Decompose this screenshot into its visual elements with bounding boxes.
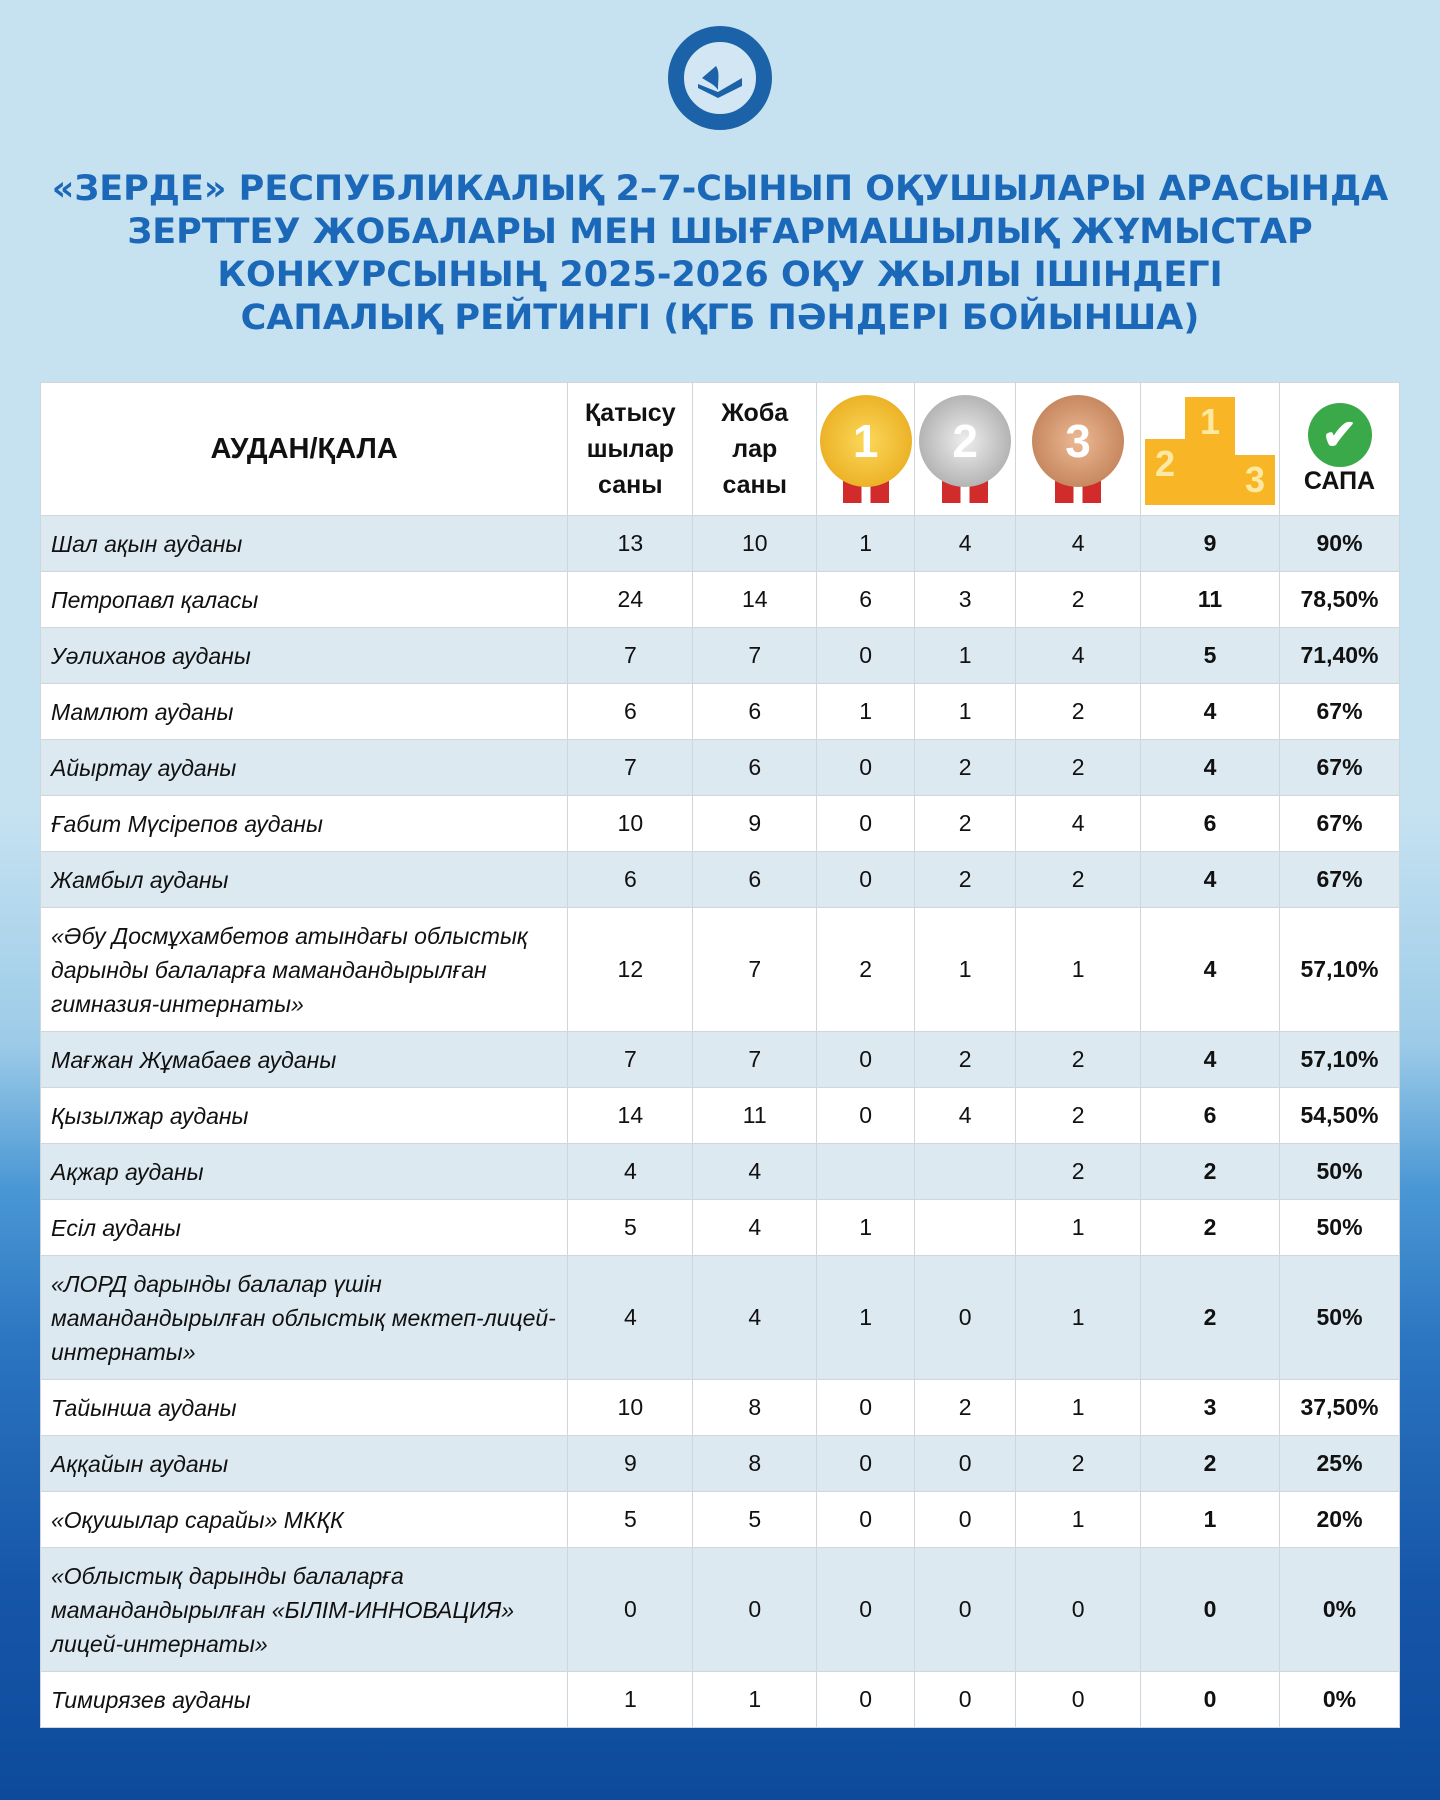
quality-cell: 50% [1280, 1256, 1400, 1380]
total-medals-cell: 4 [1141, 908, 1280, 1032]
quality-cell: 67% [1280, 684, 1400, 740]
header-line: шылар [586, 435, 674, 463]
table-row [41, 796, 1400, 852]
silver-cell: 0 [915, 1436, 1016, 1492]
total-medals-cell: 2 [1141, 1144, 1280, 1200]
quality-header [1280, 383, 1400, 516]
bronze-cell: 2 [1016, 1144, 1141, 1200]
district-cell: «Оқушылар сарайы» МКҚК [41, 1492, 568, 1548]
quality-cell: 25% [1280, 1436, 1400, 1492]
gold-cell: 0 [817, 1548, 915, 1672]
total-medals-cell: 3 [1141, 1380, 1280, 1436]
total-medals-cell: 0 [1141, 1672, 1280, 1728]
total-medals-cell: 2 [1141, 1436, 1280, 1492]
district-cell: Тимирязев ауданы [41, 1672, 568, 1728]
total-medals-cell: 4 [1141, 740, 1280, 796]
total-medals-cell: 2 [1141, 1256, 1280, 1380]
district-cell: Петропавл қаласы [41, 572, 568, 628]
bronze-cell: 1 [1016, 1380, 1141, 1436]
quality-cell: 90% [1280, 516, 1400, 572]
table-row [41, 1088, 1400, 1144]
projects-cell: 8 [693, 1380, 817, 1436]
gold-cell: 0 [817, 852, 915, 908]
total-medals-cell: 0 [1141, 1548, 1280, 1672]
participants-cell: 7 [568, 1032, 693, 1088]
page-title [0, 168, 1440, 340]
title-line: КОНКУРСЫНЫҢ 2025-2026 ОҚУ ЖЫЛЫ ІШІНДЕГІ [217, 255, 1223, 295]
table-row [41, 1256, 1400, 1380]
district-cell: Уәлиханов ауданы [41, 628, 568, 684]
table-row [41, 516, 1400, 572]
title-line: «ЗЕРДЕ» РЕСПУБЛИКАЛЫҚ 2–7-СЫНЫП ОҚУШЫЛАРЫ АРАСЫНДА [51, 169, 1389, 209]
projects-cell: 4 [693, 1256, 817, 1380]
logo [668, 26, 772, 130]
gold-cell: 0 [817, 1492, 915, 1548]
podium-step: 3 [1235, 455, 1275, 505]
projects-cell: 10 [693, 516, 817, 572]
bronze-cell: 1 [1016, 1256, 1141, 1380]
gold-cell: 1 [817, 1200, 915, 1256]
projects-cell: 0 [693, 1548, 817, 1672]
bronze-cell: 2 [1016, 1436, 1141, 1492]
participants-cell: 5 [568, 1492, 693, 1548]
silver-cell: 0 [915, 1492, 1016, 1548]
table-row [41, 684, 1400, 740]
participants-cell: 6 [568, 684, 693, 740]
bronze-cell: 1 [1016, 1200, 1141, 1256]
gold-medal-icon: 1 [820, 395, 912, 487]
quality-cell: 50% [1280, 1144, 1400, 1200]
quality-cell: 54,50% [1280, 1088, 1400, 1144]
silver-cell [915, 1144, 1016, 1200]
total-medals-cell: 9 [1141, 516, 1280, 572]
gold-cell: 1 [817, 684, 915, 740]
quality-cell: 71,40% [1280, 628, 1400, 684]
projects-cell: 7 [693, 908, 817, 1032]
projects-cell: 14 [693, 572, 817, 628]
total-medals-cell: 5 [1141, 628, 1280, 684]
district-cell: Есіл ауданы [41, 1200, 568, 1256]
quality-label: САПА [1303, 466, 1376, 495]
quality-cell: 0% [1280, 1548, 1400, 1672]
projects-cell: 1 [693, 1672, 817, 1728]
silver-cell: 4 [915, 1088, 1016, 1144]
table-row [41, 1492, 1400, 1548]
podium-step: 1 [1185, 397, 1235, 505]
gold-cell: 0 [817, 1436, 915, 1492]
check-icon: ✔ [1308, 403, 1372, 467]
table-row [41, 1144, 1400, 1200]
participants-cell: 9 [568, 1436, 693, 1492]
projects-header [693, 383, 817, 516]
participants-cell: 6 [568, 852, 693, 908]
silver-cell: 2 [915, 1380, 1016, 1436]
projects-cell: 5 [693, 1492, 817, 1548]
participants-cell: 4 [568, 1256, 693, 1380]
gold-cell: 0 [817, 1088, 915, 1144]
book-icon [668, 26, 772, 130]
gold-cell: 0 [817, 796, 915, 852]
silver-cell: 2 [915, 852, 1016, 908]
participants-cell: 12 [568, 908, 693, 1032]
district-cell: Мамлют ауданы [41, 684, 568, 740]
gold-cell: 2 [817, 908, 915, 1032]
silver-cell: 1 [915, 628, 1016, 684]
district-cell: Жамбыл ауданы [41, 852, 568, 908]
gold-cell: 1 [817, 1256, 915, 1380]
quality-cell: 37,50% [1280, 1380, 1400, 1436]
silver-medal-icon: 2 [919, 395, 1011, 487]
silver-cell: 0 [915, 1256, 1016, 1380]
participants-cell: 14 [568, 1088, 693, 1144]
title-line: САПАЛЫҚ РЕЙТИНГІ (ҚГБ ПӘНДЕРІ БОЙЫНША) [240, 298, 1200, 338]
table-row [41, 1672, 1400, 1728]
table-row [41, 1032, 1400, 1088]
bronze-cell: 2 [1016, 1088, 1141, 1144]
district-cell: Мағжан Жұмабаев ауданы [41, 1032, 568, 1088]
silver-cell: 1 [915, 908, 1016, 1032]
quality-cell: 57,10% [1280, 908, 1400, 1032]
participants-cell: 10 [568, 1380, 693, 1436]
silver-cell: 2 [915, 740, 1016, 796]
projects-cell: 4 [693, 1144, 817, 1200]
participants-cell: 7 [568, 740, 693, 796]
gold-cell [817, 1144, 915, 1200]
header-line: саны [722, 471, 788, 499]
district-cell: Аққайын ауданы [41, 1436, 568, 1492]
silver-cell: 0 [915, 1548, 1016, 1672]
silver-cell: 0 [915, 1672, 1016, 1728]
gold-cell: 0 [817, 1380, 915, 1436]
district-cell: Шал ақын ауданы [41, 516, 568, 572]
bronze-cell: 0 [1016, 1672, 1141, 1728]
bronze-cell: 4 [1016, 516, 1141, 572]
participants-cell: 10 [568, 796, 693, 852]
bronze-cell: 4 [1016, 796, 1141, 852]
participants-cell: 7 [568, 628, 693, 684]
quality-cell: 0% [1280, 1672, 1400, 1728]
title-line: ЗЕРТТЕУ ЖОБАЛАРЫ МЕН ШЫҒАРМАШЫЛЫҚ ЖҰМЫСТАР [127, 212, 1313, 252]
district-cell: Қызылжар ауданы [41, 1088, 568, 1144]
participants-cell: 4 [568, 1144, 693, 1200]
table-row [41, 628, 1400, 684]
table-row [41, 740, 1400, 796]
bronze-header [1016, 383, 1141, 516]
table-row [41, 572, 1400, 628]
projects-cell: 6 [693, 740, 817, 796]
projects-cell: 7 [693, 1032, 817, 1088]
district-cell: Тайынша ауданы [41, 1380, 568, 1436]
total-medals-cell: 4 [1141, 684, 1280, 740]
bronze-medal-icon: 3 [1032, 395, 1124, 487]
district-cell: «Облыстық дарынды балаларға мамандандырылған «БІЛІМ-ИННОВАЦИЯ» лицей-интернаты» [41, 1548, 568, 1672]
projects-cell: 4 [693, 1200, 817, 1256]
bronze-cell: 4 [1016, 628, 1141, 684]
header-line: саны [598, 471, 663, 499]
participants-cell: 13 [568, 516, 693, 572]
header-line: лар [732, 435, 778, 463]
header-line: Қатысу [585, 399, 676, 427]
participants-cell: 0 [568, 1548, 693, 1672]
silver-cell [915, 1200, 1016, 1256]
quality-cell: 78,50% [1280, 572, 1400, 628]
gold-cell: 0 [817, 1032, 915, 1088]
total-medals-cell: 4 [1141, 1032, 1280, 1088]
total-medals-cell: 6 [1141, 796, 1280, 852]
table-row [41, 908, 1400, 1032]
podium-icon [1141, 393, 1279, 505]
header-line: Жоба [721, 399, 789, 427]
quality-cell: 57,10% [1280, 1032, 1400, 1088]
quality-cell: 20% [1280, 1492, 1400, 1548]
projects-cell: 6 [693, 852, 817, 908]
total-medals-cell: 2 [1141, 1200, 1280, 1256]
projects-cell: 6 [693, 684, 817, 740]
bronze-cell: 2 [1016, 684, 1141, 740]
quality-cell: 67% [1280, 796, 1400, 852]
bronze-cell: 0 [1016, 1548, 1141, 1672]
bronze-cell: 2 [1016, 1032, 1141, 1088]
silver-cell: 4 [915, 516, 1016, 572]
podium-header [1141, 383, 1280, 516]
gold-cell: 1 [817, 516, 915, 572]
projects-cell: 8 [693, 1436, 817, 1492]
participants-cell: 24 [568, 572, 693, 628]
bronze-cell: 1 [1016, 908, 1141, 1032]
total-medals-cell: 1 [1141, 1492, 1280, 1548]
participants-cell: 5 [568, 1200, 693, 1256]
district-cell: Ғабит Мүсірепов ауданы [41, 796, 568, 852]
rating-table [40, 382, 1400, 1728]
participants-header [568, 383, 693, 516]
district-header: АУДАН/ҚАЛА [41, 383, 568, 516]
silver-cell: 1 [915, 684, 1016, 740]
table-row [41, 1200, 1400, 1256]
gold-cell: 0 [817, 1672, 915, 1728]
participants-cell: 1 [568, 1672, 693, 1728]
silver-cell: 2 [915, 796, 1016, 852]
bronze-cell: 2 [1016, 572, 1141, 628]
district-cell: «Әбу Досмұхамбетов атындағы облыстық дарынды балаларға мамандандырылған гимназия-интернаты» [41, 908, 568, 1032]
bronze-cell: 1 [1016, 1492, 1141, 1548]
total-medals-cell: 4 [1141, 852, 1280, 908]
district-cell: Ақжар ауданы [41, 1144, 568, 1200]
projects-cell: 11 [693, 1088, 817, 1144]
table-row [41, 852, 1400, 908]
silver-header [915, 383, 1016, 516]
district-cell: Айыртау ауданы [41, 740, 568, 796]
bronze-cell: 2 [1016, 852, 1141, 908]
gold-cell: 6 [817, 572, 915, 628]
projects-cell: 9 [693, 796, 817, 852]
silver-cell: 2 [915, 1032, 1016, 1088]
quality-cell: 50% [1280, 1200, 1400, 1256]
podium-step: 2 [1145, 439, 1185, 505]
bronze-cell: 2 [1016, 740, 1141, 796]
gold-header [817, 383, 915, 516]
district-cell: «ЛОРД дарынды балалар үшін мамандандырылған облыстық мектеп-лицей-интернаты» [41, 1256, 568, 1380]
table-row [41, 1548, 1400, 1672]
table-row [41, 1436, 1400, 1492]
gold-cell: 0 [817, 740, 915, 796]
table-row [41, 1380, 1400, 1436]
quality-cell: 67% [1280, 852, 1400, 908]
projects-cell: 7 [693, 628, 817, 684]
total-medals-cell: 11 [1141, 572, 1280, 628]
quality-cell: 67% [1280, 740, 1400, 796]
gold-cell: 0 [817, 628, 915, 684]
total-medals-cell: 6 [1141, 1088, 1280, 1144]
silver-cell: 3 [915, 572, 1016, 628]
